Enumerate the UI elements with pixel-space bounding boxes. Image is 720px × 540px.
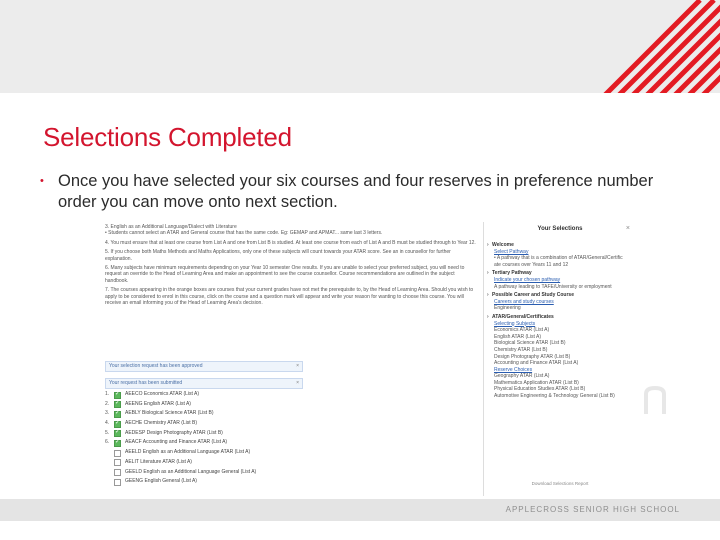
subject-checkbox[interactable] <box>114 421 121 428</box>
selection-item: Chemistry ATAR (List B) <box>494 346 548 353</box>
rule-text: 7. The courses appearing in the orange boxes are courses that your current grades have not met the prerequisite to, by the Head of Learning Area. Should you wish to apply to be considered to enrol in this course, click on the course and a question mark will appear and write your reason for wanting to choose this course. You will receive an email informing you of the Head of Learning Area's decision. <box>105 287 474 307</box>
school-logo-watermark <box>638 384 672 418</box>
close-icon[interactable]: × <box>296 380 299 386</box>
rule-text: 4. You must ensure that at least one course from List A and one from List B is studied. At least one course from each of List A and B must be studied through to Year 12. <box>105 239 476 246</box>
subject-label: AECHE Chemistry ATAR (List B) <box>125 420 198 427</box>
chevron-right-icon: › <box>487 242 489 248</box>
selection-item: Geography ATAR (List A) <box>494 373 550 380</box>
subject-label: AEBLY Biological Science ATAR (List B) <box>125 410 214 417</box>
subject-label: GEENG English General (List A) <box>125 478 197 485</box>
rule-text: • Students cannot select an ATAR and General course that has the same code. Eg: GEMAP and APMAT... same last 3 letters. <box>105 230 383 237</box>
selection-item: A pathway leading to TAFE/University or employment <box>494 283 612 290</box>
slide-title: Selections Completed <box>43 122 292 152</box>
subject-row[interactable] <box>105 468 325 478</box>
preference-number: 1. <box>105 391 110 397</box>
approval-message-text: Your selection request has been approved <box>109 363 203 369</box>
subject-row[interactable] <box>105 419 325 429</box>
selection-item: Biological Science ATAR (List B) <box>494 340 566 347</box>
selection-item: • A pathway that is a combination of ATAR/General/Certific <box>494 255 623 262</box>
section-heading-text: Tertiary Pathway <box>492 270 532 277</box>
bullet-icon: • <box>40 175 44 187</box>
close-icon[interactable]: × <box>296 363 299 369</box>
rule-text: 5. If you choose both Maths Methods and Maths Applications, only one of these subjects will count towards your ATAR score. See an in counsellor for further explanation. <box>105 249 451 262</box>
subject-checkbox[interactable] <box>114 411 121 418</box>
subject-row[interactable] <box>105 409 325 419</box>
selection-rules-panel <box>97 222 483 496</box>
subject-checkbox[interactable] <box>114 430 121 437</box>
subject-list <box>105 390 325 487</box>
rule-paragraph <box>105 287 477 306</box>
section-heading-text: ATAR/General/Certificates <box>492 313 554 320</box>
chevron-right-icon: › <box>487 313 489 320</box>
submitted-message <box>105 378 303 389</box>
section-heading[interactable] <box>487 242 633 249</box>
rule-paragraph <box>105 265 477 284</box>
selection-item: English ATAR (List A) <box>494 333 542 340</box>
your-selections-panel <box>483 222 635 496</box>
selection-item: Accounting and Finance ATAR (List A) <box>494 360 579 367</box>
subject-checkbox[interactable] <box>114 401 121 408</box>
subject-label: AEACF Accounting and Finance ATAR (List A) <box>125 439 228 446</box>
section-link[interactable]: Selecting Subjects <box>494 320 536 327</box>
subject-row[interactable] <box>105 429 325 439</box>
section-heading[interactable] <box>487 270 633 277</box>
subject-checkbox[interactable] <box>114 459 121 466</box>
subject-checkbox[interactable] <box>114 440 121 447</box>
chevron-right-icon: › <box>487 292 489 299</box>
rule-text: 3. English as an Additional Language/Dialect with Literature <box>105 224 237 230</box>
subject-label: AEECO Economics ATAR (List A) <box>125 391 200 397</box>
subject-row[interactable] <box>105 458 325 468</box>
section-link[interactable]: Reserve Choices <box>494 366 533 373</box>
subject-row[interactable] <box>105 400 325 410</box>
rules-list <box>105 224 477 309</box>
section-link[interactable]: Select Pathway <box>494 248 529 255</box>
subject-row[interactable] <box>105 477 325 487</box>
bullet-text: Once you have selected your six courses and four reserves in preference number order you can move onto next section. <box>58 172 654 211</box>
bullet-point <box>40 171 680 213</box>
preference-number: 3. <box>105 410 110 417</box>
rule-paragraph <box>105 240 477 246</box>
rule-paragraph <box>105 224 477 237</box>
school-name: APPLECROSS SENIOR HIGH SCHOOL <box>505 505 680 514</box>
subject-row[interactable] <box>105 438 325 448</box>
section-link[interactable]: Indicate your chosen pathway <box>494 276 561 283</box>
rule-paragraph <box>105 249 477 262</box>
decorative-stripes <box>580 0 720 93</box>
section-heading[interactable] <box>487 292 633 299</box>
selection-item: Automotive Engineering & Technology General (List B) <box>494 393 615 400</box>
selection-item: Engineering <box>494 305 521 312</box>
subject-label: AELIT Literature ATAR (List A) <box>125 458 192 465</box>
subject-checkbox[interactable] <box>114 392 121 399</box>
selections-summary <box>487 240 633 400</box>
subject-label: AEDESP Design Photography ATAR (List B) <box>125 429 223 436</box>
approval-message <box>105 361 303 372</box>
submitted-message-text: Your request has been submitted <box>109 380 183 386</box>
close-icon[interactable]: × <box>625 225 630 232</box>
download-report-link[interactable]: Download Selections Report <box>531 481 589 486</box>
section-heading-text: Possible Career and Study Course <box>492 292 574 299</box>
selection-item: ate courses over Years 11 and 12 <box>494 261 569 268</box>
subject-label: AEELD English as an Additional Language ATAR (List A) <box>125 449 251 456</box>
subject-row[interactable] <box>105 390 325 400</box>
preference-number: 5. <box>105 429 110 436</box>
panel-title: Your Selections <box>537 226 583 232</box>
subject-checkbox[interactable] <box>114 479 121 486</box>
footer-band <box>0 499 720 521</box>
selection-item: Economics ATAR (List A) <box>494 327 550 334</box>
selection-item: Mathematics Application ATAR (List B) <box>494 379 579 386</box>
section-heading-text: Welcome <box>492 242 514 248</box>
preference-number: 2. <box>105 400 110 407</box>
section-heading[interactable] <box>487 314 633 321</box>
subject-label: GEELD English as an Additional Language General (List A) <box>125 468 257 475</box>
embedded-screenshot <box>97 222 635 496</box>
section-link[interactable]: Careers and study courses <box>494 298 554 305</box>
selection-item: Physical Education Studies ATAR (List B) <box>494 386 586 393</box>
selection-item: Design Photography ATAR (List B) <box>494 353 571 360</box>
subject-checkbox[interactable] <box>114 450 121 457</box>
preference-number: 6. <box>105 439 110 446</box>
rule-text: 6. Many subjects have minimum requirements depending on your Year 10 semester One results. If you are unable to select your preferred subject, you will need to request an override to the Head of Learning Area and make an appointment to see the course counsellor. Course recommendations are outlined in the subject handbook. <box>105 265 465 284</box>
subject-checkbox[interactable] <box>114 469 121 476</box>
subject-label: AEENG English ATAR (List A) <box>125 400 191 407</box>
subject-row[interactable] <box>105 448 325 458</box>
chevron-right-icon: › <box>487 270 489 277</box>
preference-number: 4. <box>105 420 110 427</box>
